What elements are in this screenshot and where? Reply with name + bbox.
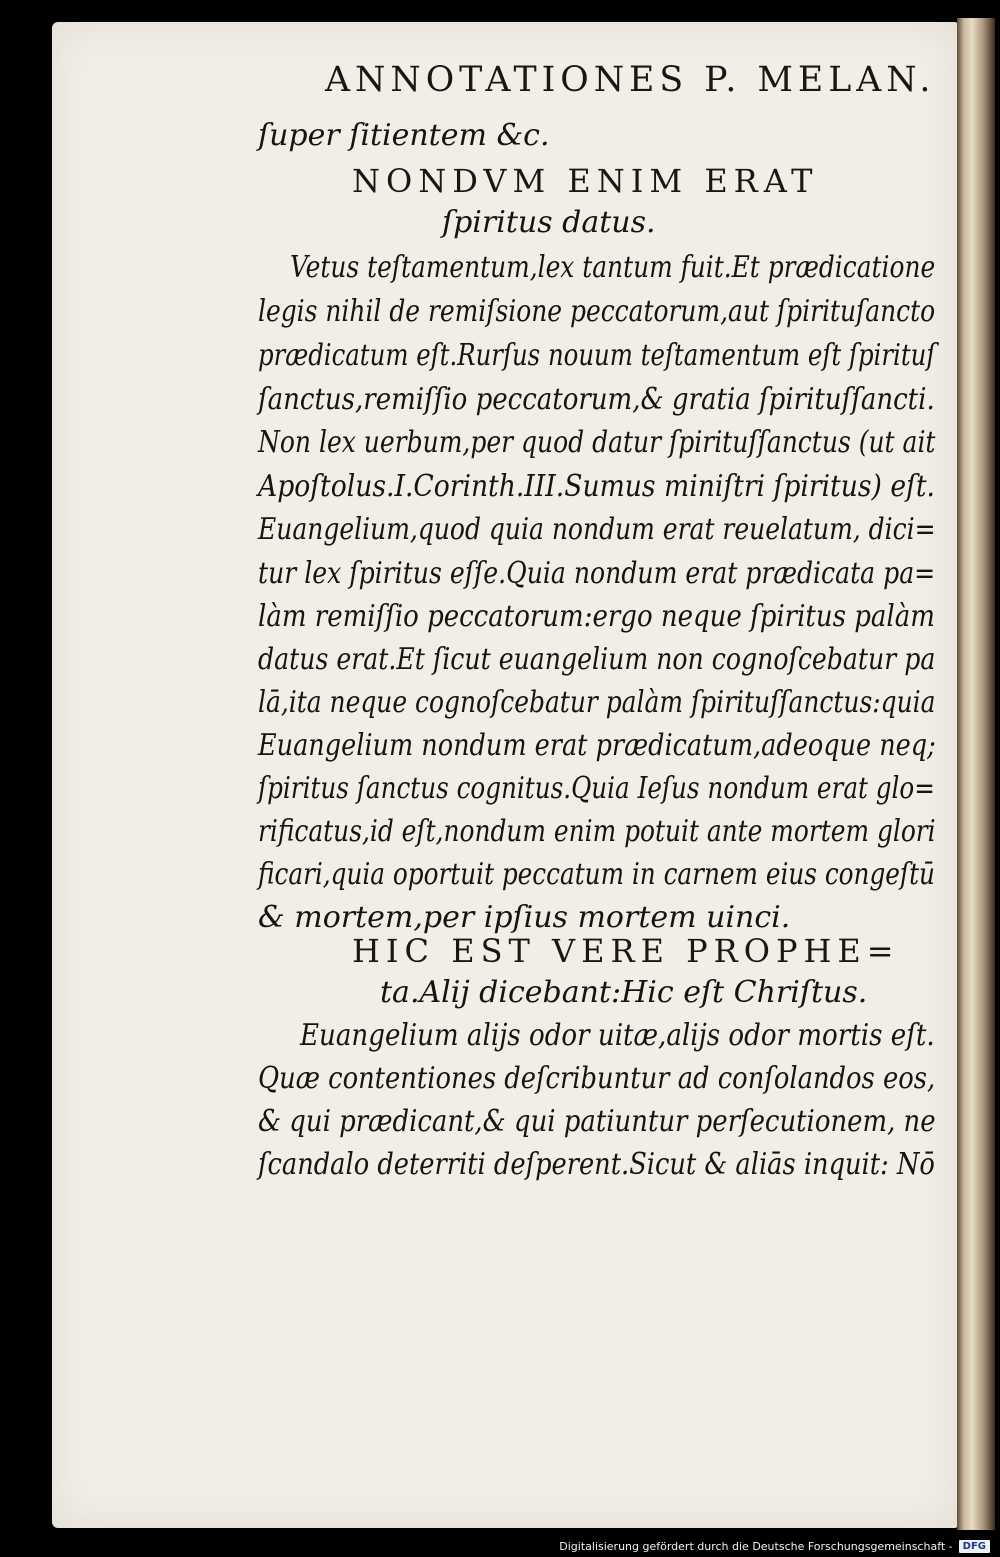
text-line: ſuper ſitientem &c. [258,118,550,153]
footer-bar [0,1535,1000,1557]
funding-notice: Digitalisierung gefördert durch die Deutsche Forschungsgemeinschaft - [559,1539,953,1553]
text-line: Non lex uerbum,per quod datur ſpirituſſanctus (ut ait [258,425,936,460]
text-line: Euangelium nondum erat prædicatum,adeoque neq; [258,728,936,763]
text-line: lā,ita neque cognoſcebatur palàm ſpirituſſanctus:quia [258,685,936,720]
text-line: rificatus,id eſt,nondum enim potuit ante mortem glori [258,814,936,849]
text-line: datus erat.Et ſicut euangelium non cognoſcebatur pa [258,642,936,677]
text-line: tur lex ſpiritus eſſe.Quia nondum erat prædicata pa= [258,556,936,591]
text-line: Euangelium alijs odor uitæ,alijs odor mortis eſt. [300,1018,935,1053]
dfg-logo: DFG [959,1540,990,1553]
book-spine-edge [957,18,995,1530]
text-line: làm remiſſio peccatorum:ergo neque ſpiritus palàm [258,599,935,634]
text-line: legis nihil de remiſsione peccatorum,aut ſpirituſancto [258,294,936,329]
section-heading-continuation: ta.Alij dicebant:Hic eſt Chriſtus. [380,975,868,1010]
text-line: Vetus teſtamentum,lex tantum fuit.Et prædicatione [290,250,936,285]
text-line: ficari,quia oportuit peccatum in carnem eius congeſtū [258,857,935,892]
text-line: & qui prædicant,& qui patiuntur perſecutionem, ne [258,1104,936,1139]
section-heading-continuation: ſpiritus datus. [442,205,656,240]
text-line: prædicatum eſt.Rurſus nouum teſtamentum eſt ſpirituſ [258,338,936,373]
text-line: Euangelium,quod quia nondum erat reuelatum, dici= [258,512,936,547]
running-head: ANNOTATIONES P. MELAN. [325,60,936,100]
text-line: ſcandalo deterriti deſperent.Sicut & aliās inquit: Nō [258,1147,935,1182]
text-line: ſanctus,remiſſio peccatorum,& gratia ſpirituſſancti. [258,382,935,417]
text-line: Quæ contentiones deſcribuntur ad conſolandos eos, [258,1061,936,1096]
section-heading: HIC EST VERE PROPHE= [352,932,900,970]
section-heading: NONDVM ENIM ERAT [352,162,819,200]
text-line: Apoſtolus.I.Corinth.III.Sumus miniſtri ſpiritus) eſt. [258,469,936,504]
text-line: & mortem,per ipſius mortem uinci. [258,900,791,935]
text-line: ſpiritus ſanctus cognitus.Quia Ieſus nondum erat glo= [258,771,935,806]
